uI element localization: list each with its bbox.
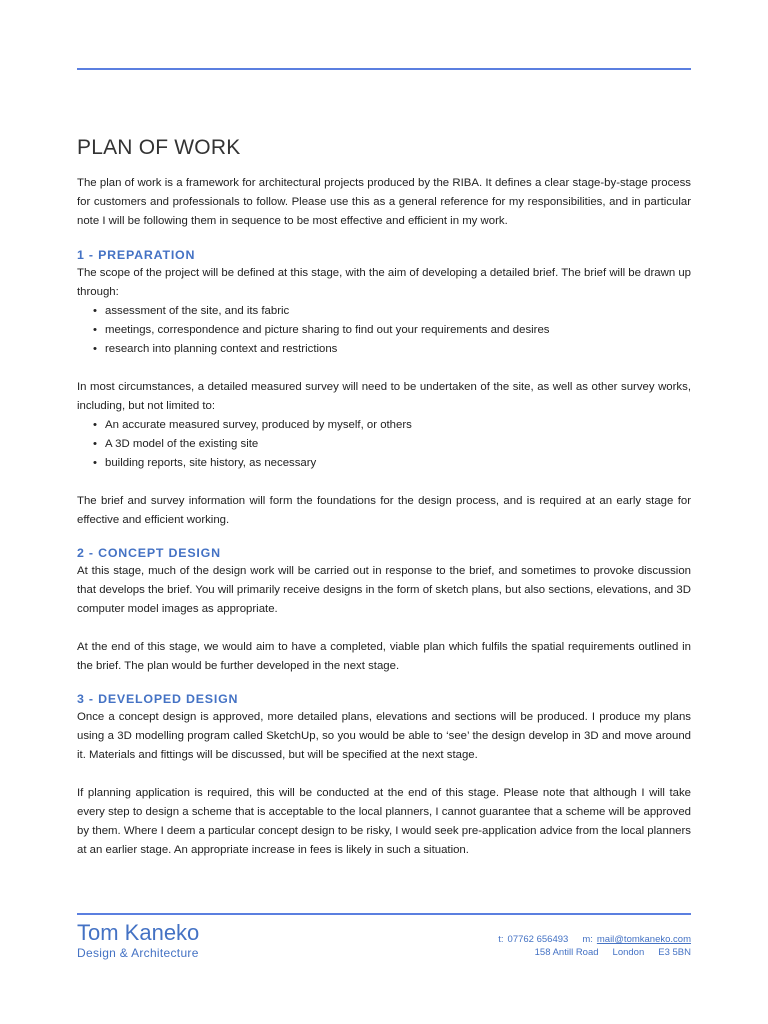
- preparation-brief-list: [77, 302, 691, 360]
- bullet-icon: •: [93, 457, 97, 470]
- bullet-icon: •: [93, 419, 97, 432]
- bullet-icon: •: [93, 343, 97, 356]
- phone-number: 07762 656493: [507, 934, 569, 945]
- list-item: • A 3D model of the existing site: [95, 435, 691, 454]
- concept-paragraph: At this stage, much of the design work will be carried out in response to the brief, and sometimes to provoke discussion that develops the brief. You will primarily receive designs in the form of sketch plans, but also sections, elevations, and 3D computer model images as appropriate.: [77, 565, 691, 616]
- list-item: • research into planning context and restrictions: [95, 340, 691, 359]
- list-item: • building reports, site history, as necessary: [95, 454, 691, 473]
- list-item: • assessment of the site, and its fabric: [95, 302, 691, 321]
- footer-rule: [77, 913, 691, 915]
- concept-end-paragraph: At the end of this stage, we would aim to have a completed, viable plan which fulfils the spatial requirements outlined in the brief. The plan would be further developed in the next stage.: [77, 640, 691, 672]
- email-label: m:: [582, 934, 593, 945]
- section-heading-developed-design: 3 - DEVELOPED DESIGN: [77, 692, 239, 707]
- bullet-icon: •: [93, 438, 97, 451]
- city: London: [612, 947, 645, 958]
- footer-contact: [498, 933, 691, 959]
- developed-paragraph: Once a concept design is approved, more detailed plans, elevations and sections will be produced. I produce my plans using a 3D modelling program called SketchUp, so you would be able to ‘see’ the design develop in 3D and move around it. Materials and fittings will be discussed, but will be specified at the next stage.: [77, 711, 691, 762]
- section-heading-concept-design: 2 - CONCEPT DESIGN: [77, 546, 221, 561]
- survey-paragraph: In most circumstances, a detailed measured survey will need to be undertaken of the site, as well as other survey works, including, but not limited to:: [77, 380, 691, 412]
- section-heading-preparation: 1 - PREPARATION: [77, 247, 196, 262]
- footer-brand: [77, 920, 199, 960]
- header-rule: [77, 68, 691, 70]
- postcode: E3 5BN: [658, 947, 691, 958]
- intro-paragraph: The plan of work is a framework for architectural projects produced by the RIBA. It defines a clear stage-by-stage process for customers and professionals to follow. Please use this as a general reference for my responsibilities, and in particular note I will be following them in sequence to be most effective and efficient in my work.: [77, 177, 691, 228]
- street-address: 158 Antill Road: [534, 947, 599, 958]
- planning-paragraph: If planning application is required, this will be conducted at the end of this stage. Please note that although I will take every step to design a scheme that is acceptable to the local planners, I cannot guarantee that a scheme will be approved by them. Where I deem a particular concept design to be risky, I would seek pre-application advice from the local planners at an earlier stage. An appropriate increase in fees is likely in such a situation.: [77, 786, 691, 857]
- list-item: • meetings, correspondence and picture sharing to find out your requirements and desires: [95, 321, 691, 340]
- brand-name: Tom Kaneko: [77, 920, 200, 945]
- phone-label: t:: [498, 934, 504, 945]
- page-title: PLAN OF WORK: [77, 136, 241, 159]
- survey-list: [77, 416, 691, 474]
- list-item: • An accurate measured survey, produced by myself, or others: [95, 416, 691, 435]
- email-link[interactable]: mail@tomkaneko.com: [596, 934, 691, 945]
- document-body: [77, 136, 691, 860]
- bullet-icon: •: [93, 305, 97, 318]
- contact-line: [498, 933, 691, 946]
- address-line: [498, 946, 691, 959]
- bullet-icon: •: [93, 324, 97, 337]
- brand-tagline: Design & Architecture: [77, 946, 199, 960]
- preparation-paragraph: The scope of the project will be defined at this stage, with the aim of developing a detailed brief. The brief will be drawn up through:: [77, 266, 691, 298]
- foundations-paragraph: The brief and survey information will form the foundations for the design process, and is required at an early stage for effective and efficient working.: [77, 494, 691, 526]
